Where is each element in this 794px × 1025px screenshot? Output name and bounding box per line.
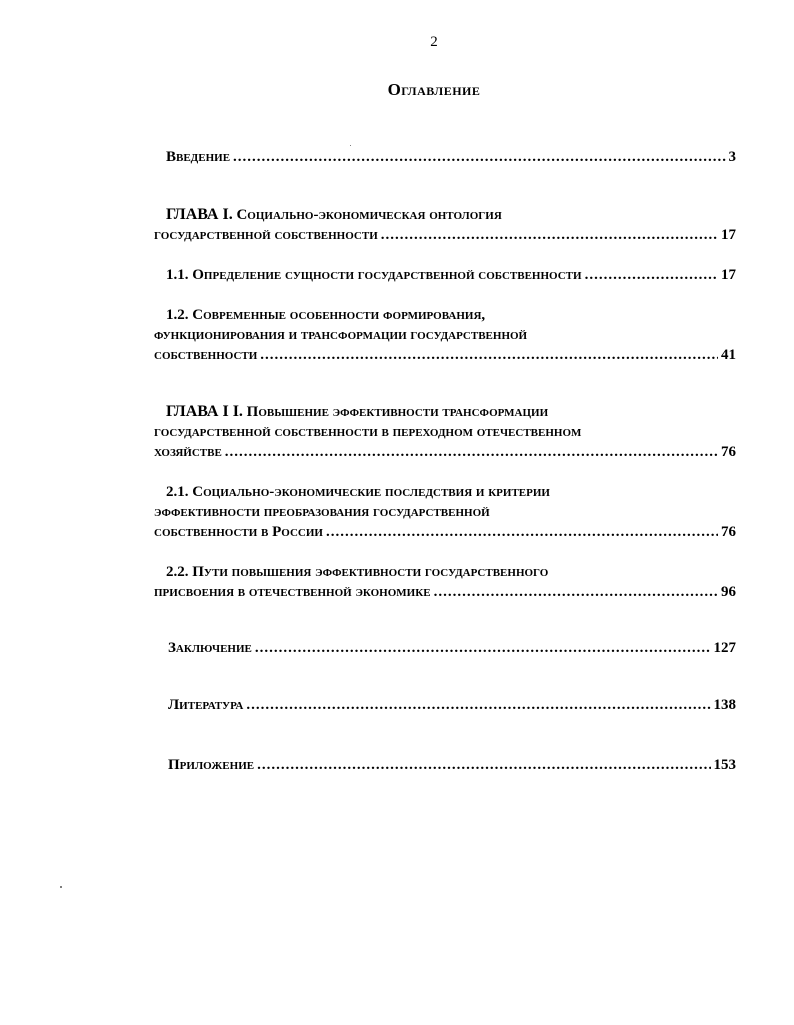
- toc-entry-title: Социально-экономическая онтология: [236, 207, 502, 223]
- chapter-label: ГЛАВА I.: [166, 206, 233, 223]
- toc-entry-title: собственности: [154, 347, 258, 363]
- dot-leader: [255, 638, 711, 658]
- toc-page-number: 127: [713, 640, 736, 656]
- toc-entry-title: Введение: [166, 149, 231, 165]
- toc-page-number: 3: [728, 149, 736, 165]
- toc-entry-title: Приложение: [168, 757, 255, 773]
- toc-entry-chapter-2[interactable]: [154, 402, 736, 462]
- toc-page-number: 17: [721, 267, 736, 283]
- toc-entry-appendix[interactable]: [154, 755, 736, 775]
- toc-entry-line: [166, 265, 736, 285]
- toc-entry-line: 2.1. Социально-экономические последствия и критерии: [166, 484, 550, 500]
- toc-entry-line: [168, 638, 736, 658]
- toc-entry-title: хозяйстве: [154, 444, 222, 460]
- toc-entry-line: 2.2. Пути повышения эффективности государственного: [166, 564, 549, 580]
- page-number: 2: [430, 34, 438, 50]
- toc-entry-line: [154, 522, 736, 542]
- toc-entry-line: [168, 695, 736, 715]
- toc-entry-introduction[interactable]: [154, 147, 736, 167]
- toc-page-number: 138: [713, 697, 736, 713]
- toc-entry-line: эффективности преобразования государственной: [154, 504, 490, 520]
- toc-entry-line: [154, 205, 736, 225]
- toc-page-number: 76: [721, 524, 736, 540]
- toc-entry-line: [154, 442, 736, 462]
- toc-entry-title: собственности в России: [154, 524, 323, 540]
- toc-entry-title: государственной собственности: [154, 227, 378, 243]
- dot-leader: [381, 225, 718, 245]
- scan-speck: [350, 145, 351, 146]
- toc-entry-title: Литература: [168, 697, 244, 713]
- dot-leader: [225, 442, 718, 462]
- dot-leader: [233, 147, 725, 167]
- toc-entry-section-2-2[interactable]: [154, 562, 736, 602]
- toc-entry-title: присвоения в отечественной экономике: [154, 584, 431, 600]
- toc-entry-chapter-1[interactable]: [154, 205, 736, 245]
- chapter-label: ГЛАВА I I.: [166, 403, 243, 420]
- toc-entry-line: [154, 582, 736, 602]
- toc-page-number: 17: [721, 227, 736, 243]
- dot-leader: [260, 345, 718, 365]
- toc-page-number: 96: [721, 584, 736, 600]
- page-title: Оглавление: [387, 80, 481, 99]
- toc-entry-conclusion[interactable]: [154, 638, 736, 658]
- toc-entry-line: функционирования и трансформации государственной: [154, 327, 528, 343]
- dot-leader: [434, 582, 718, 602]
- scan-speck: [60, 886, 62, 888]
- toc-entry-line: [166, 147, 736, 167]
- dot-leader: [257, 755, 710, 775]
- dot-leader: [585, 265, 718, 285]
- toc-page-number: 41: [721, 347, 736, 363]
- toc-entry-title: 1.1. Определение сущности государственной собственности: [166, 267, 582, 283]
- toc-entry-line: 1.2. Современные особенности формирования,: [166, 307, 486, 323]
- toc-entry-line: [154, 225, 736, 245]
- toc-entry-title: Повышение эффективности трансформации: [246, 404, 549, 420]
- toc-entry-literature[interactable]: [154, 695, 736, 715]
- toc-entry-line: [154, 345, 736, 365]
- toc-page-number: 153: [713, 757, 736, 773]
- toc-entry-title: Заключение: [168, 640, 252, 656]
- toc-entry-section-2-1[interactable]: [154, 482, 736, 542]
- toc-page-number: 76: [721, 444, 736, 460]
- toc-entry-line: [154, 402, 736, 422]
- toc-entry-line: [168, 755, 736, 775]
- toc-entry-section-1-2[interactable]: [154, 305, 736, 365]
- toc-entry-section-1-1[interactable]: [154, 265, 736, 285]
- dot-leader: [246, 695, 710, 715]
- dot-leader: [326, 522, 718, 542]
- toc-entry-line: государственной собственности в переходном отечественном: [154, 424, 582, 440]
